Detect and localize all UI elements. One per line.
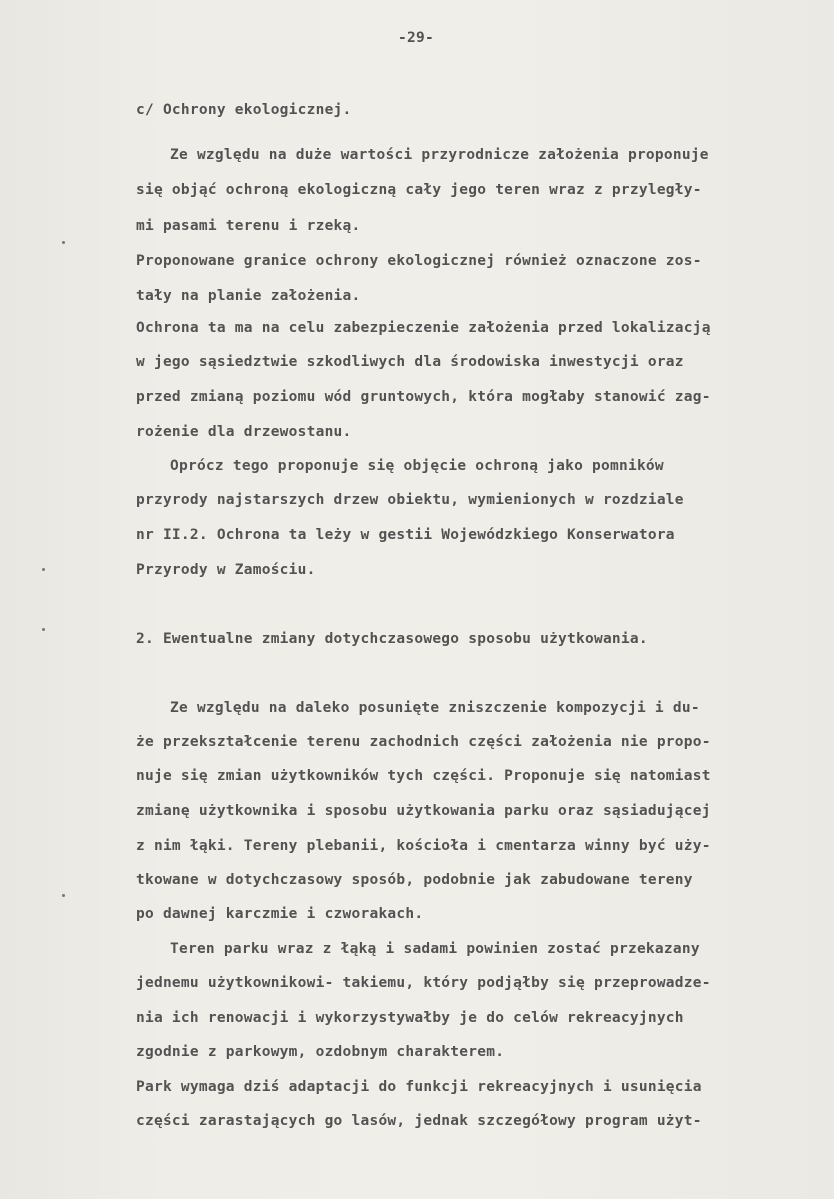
text-line: że przekształcenie terenu zachodnich części założenia nie propo-: [136, 734, 711, 750]
text-line: z nim łąki. Tereny plebanii, kościoła i cmentarza winny być uży-: [136, 838, 711, 854]
text-line: przyrody najstarszych drzew obiektu, wymienionych w rozdziale: [136, 492, 684, 508]
text-line: po dawnej karczmie i czworakach.: [136, 906, 424, 922]
text-line: Oprócz tego proponuje się objęcie ochroną jako pomników: [170, 458, 664, 474]
text-line: mi pasami terenu i rzeką.: [136, 218, 361, 234]
text-line: nr II.2. Ochrona ta leży w gestii Wojewódzkiego Konserwatora: [136, 527, 675, 543]
page-number: -29-: [398, 30, 434, 46]
text-line: tkowane w dotychczasowy sposób, podobnie jak zabudowane tereny: [136, 872, 693, 888]
text-line: nia ich renowacji i wykorzystywałby je do celów rekreacyjnych: [136, 1010, 684, 1026]
text-line: Proponowane granice ochrony ekologicznej również oznaczone zos-: [136, 253, 702, 269]
text-line: zgodnie z parkowym, ozdobnym charakterem.: [136, 1044, 505, 1060]
text-line: Ochrona ta ma na celu zabezpieczenie założenia przed lokalizacją: [136, 320, 711, 336]
text-line: Ze względu na duże wartości przyrodnicze założenia proponuje: [170, 147, 709, 163]
margin-mark: [62, 894, 65, 897]
text-line: nuje się zmian użytkowników tych części. Proponuje się natomiast: [136, 768, 711, 784]
text-line: się objąć ochroną ekologiczną cały jego teren wraz z przyległy-: [136, 182, 702, 198]
section-heading: c/ Ochrony ekologicznej.: [136, 102, 352, 118]
margin-mark: [42, 628, 45, 631]
text-line: przed zmianą poziomu wód gruntowych, która mogłaby stanowić zag-: [136, 389, 711, 405]
text-line: Teren parku wraz z łąką i sadami powinien zostać przekazany: [170, 941, 700, 957]
text-line: tały na planie założenia.: [136, 288, 361, 304]
text-line: Park wymaga dziś adaptacji do funkcji rekreacyjnych i usunięcia: [136, 1079, 702, 1095]
text-line: Ze względu na daleko posunięte zniszczenie kompozycji i du-: [170, 700, 700, 716]
text-line: rożenie dla drzewostanu.: [136, 424, 352, 440]
margin-mark: [42, 568, 45, 571]
text-line: w jego sąsiedztwie szkodliwych dla środowiska inwestycji oraz: [136, 354, 684, 370]
margin-mark: [62, 241, 65, 244]
section-heading: 2. Ewentualne zmiany dotychczasowego sposobu użytkowania.: [136, 631, 648, 647]
text-line: zmianę użytkownika i sposobu użytkowania parku oraz sąsiadującej: [136, 803, 711, 819]
text-line: Przyrody w Zamościu.: [136, 562, 316, 578]
text-line: części zarastających go lasów, jednak szczegółowy program użyt-: [136, 1113, 702, 1129]
text-line: jednemu użytkownikowi- takiemu, który podjąłby się przeprowadze-: [136, 975, 711, 991]
